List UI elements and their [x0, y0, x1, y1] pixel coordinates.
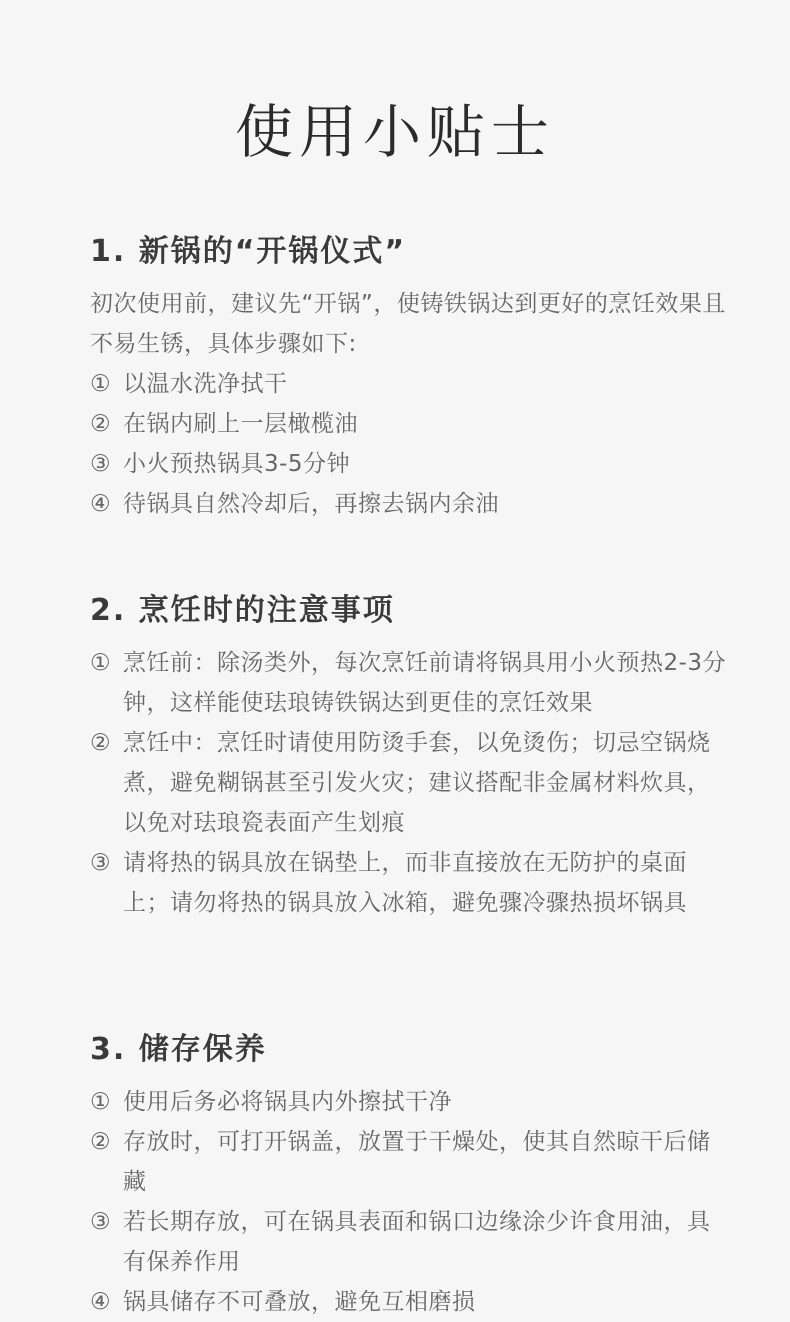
step-text: 锅具储存不可叠放，避免互相磨损 [123, 1289, 476, 1315]
list-item [90, 404, 730, 444]
step-text: 若长期存放，可在锅具表面和锅口边缘涂少许食用油，具有保养作用 [123, 1209, 711, 1275]
step-number: ③ [90, 1209, 112, 1235]
step-text: 以温水洗净拭干 [123, 371, 288, 397]
step-number: ④ [90, 491, 112, 517]
step-number: ② [90, 411, 112, 437]
step-list [90, 1082, 730, 1322]
page-title: 使用小贴士 [234, 98, 555, 166]
step-number: ② [90, 730, 112, 756]
step-text: 烹饪中：烹饪时请使用防烫手套，以免烫伤；切忌空锅烧煮，避免糊锅甚至引发火灾；建议搭配非金属材料炊具，以免对珐琅瓷表面产生划痕 [123, 730, 711, 836]
step-list [90, 364, 730, 524]
list-item [90, 723, 730, 843]
section-heading: 2. 烹饪时的注意事项 [90, 593, 395, 628]
list-item [90, 1282, 730, 1322]
list-item [90, 444, 730, 484]
step-number: ① [90, 371, 112, 397]
step-text: 使用后务必将锅具内外擦拭干净 [123, 1089, 452, 1115]
step-number: ③ [90, 451, 112, 477]
step-number: ① [90, 1089, 112, 1115]
list-item [90, 1122, 730, 1202]
list-item [90, 484, 730, 524]
step-text: 请将热的锅具放在锅垫上，而非直接放在无防护的桌面上；请勿将热的锅具放入冰箱，避免骤冷骤热损坏锅具 [123, 850, 687, 916]
step-text: 烹饪前：除汤类外，每次烹饪前请将锅具用小火预热2-3分钟，这样能使珐琅铸铁锅达到更佳的烹饪效果 [123, 650, 727, 716]
list-item [90, 1202, 730, 1282]
step-number: ② [90, 1129, 112, 1155]
step-number: ③ [90, 850, 112, 876]
step-number: ① [90, 650, 112, 676]
list-item [90, 643, 730, 723]
section-cooking-notes [90, 591, 730, 923]
list-item [90, 843, 730, 923]
step-list [90, 643, 730, 923]
section-seasoning [90, 232, 730, 524]
section-heading: 3. 储存保养 [90, 1032, 267, 1067]
step-text: 在锅内刷上一层橄榄油 [123, 411, 358, 437]
step-text: 小火预热锅具3-5分钟 [123, 451, 351, 477]
section-storage-care [90, 1030, 730, 1322]
section-heading: 1. 新锅的“开锅仪式” [90, 234, 407, 269]
list-item [90, 1082, 730, 1122]
section-intro: 初次使用前，建议先“开锅”，使铸铁锅达到更好的烹饪效果且不易生锈，具体步骤如下: [90, 291, 726, 357]
step-text: 存放时，可打开锅盖，放置于干燥处，使其自然晾干后储藏 [123, 1129, 711, 1195]
step-number: ④ [90, 1289, 112, 1315]
list-item [90, 364, 730, 404]
step-text: 待锅具自然冷却后，再擦去锅内余油 [123, 491, 499, 517]
